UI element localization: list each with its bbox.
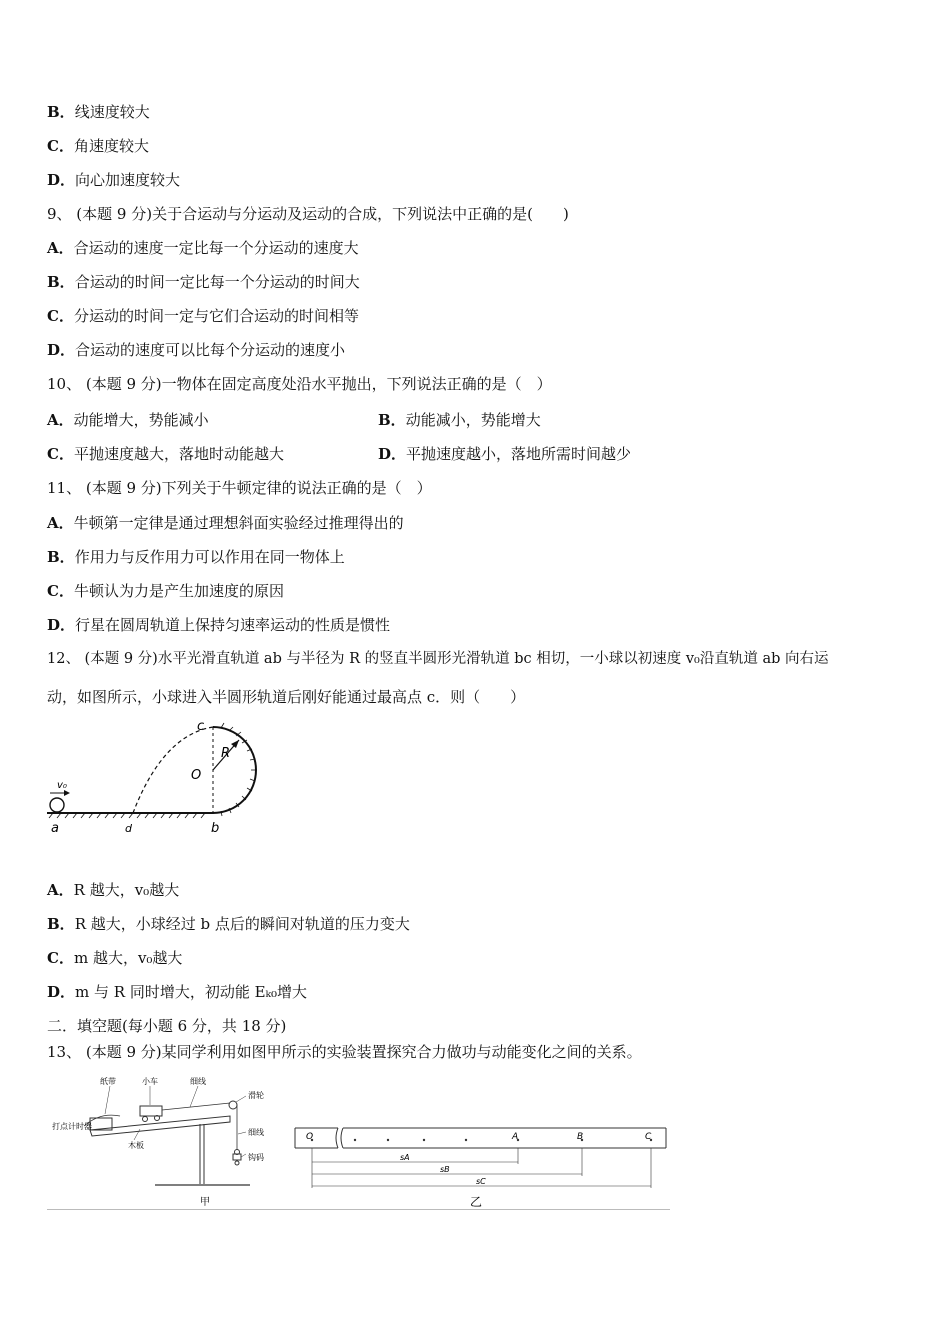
q12-stem-line1: 12、 (本题 9 分)水平光滑直轨道 ab 与半径为 R 的竖直半圆形光滑轨道 bc 相切，一小球以初速度 v₀沿直轨道 ab 向右运 xyxy=(47,651,829,667)
q10-option-b: B．动能减小，势能增大 xyxy=(378,411,541,429)
q12-label-v0: v₀ xyxy=(57,780,67,791)
jia-label-weight: 钩码 xyxy=(248,1153,264,1162)
q12-label-b: b xyxy=(211,821,220,836)
q8-option-d: D．向心加速度较大 xyxy=(47,171,181,189)
q12-option-d: D．m 与 R 同时增大，初动能 Eₖ₀增大 xyxy=(47,983,308,1001)
jia-label-tape: 纸带 xyxy=(100,1077,116,1086)
q9-option-a: A．合运动的速度一定比每一个分运动的速度大 xyxy=(47,239,359,257)
q11-option-c: C．牛顿认为力是产生加速度的原因 xyxy=(47,582,284,600)
q13-figure-yi xyxy=(290,1118,670,1210)
q12-stem-line2: 动，如图所示，小球进入半圆形轨道后刚好能通过最高点 c．则（ ） xyxy=(47,688,526,706)
jia-label-string: 细线 xyxy=(190,1077,206,1086)
q9-option-c: C．分运动的时间一定与它们合运动的时间相等 xyxy=(47,307,359,325)
jia-label-pulley: 滑轮 xyxy=(248,1091,264,1100)
q10-stem: 10、 (本题 9 分)一物体在固定高度处沿水平抛出，下列说法正确的是（ ） xyxy=(47,375,552,393)
q12-option-a: A．R 越大，v₀越大 xyxy=(47,881,180,899)
q9-stem: 9、 (本题 9 分)关于合运动与分运动及运动的合成，下列说法中正确的是( ) xyxy=(47,205,569,223)
jia-label-board: 木板 xyxy=(128,1141,144,1150)
yi-label-sa: sA xyxy=(400,1153,410,1162)
q11-option-b: B．作用力与反作用力可以作用在同一物体上 xyxy=(47,548,345,566)
yi-label-b: B xyxy=(577,1132,584,1142)
q13-stem: 13、 (本题 9 分)某同学利用如图甲所示的实验装置探究合力做功与动能变化之间的关系。 xyxy=(47,1043,642,1061)
jia-label-timer: 打点计时器 xyxy=(52,1122,92,1131)
q12-option-c: C．m 越大，v₀越大 xyxy=(47,949,183,967)
jia-label-string2: 细线 xyxy=(248,1128,264,1137)
q12-option-b: B．R 越大，小球经过 b 点后的瞬间对轨道的压力变大 xyxy=(47,915,410,933)
q12-label-r: R xyxy=(221,746,231,761)
yi-caption: 乙 xyxy=(470,1195,483,1209)
q10-option-d: D．平抛速度越小，落地所需时间越少 xyxy=(378,445,632,463)
q11-option-d: D．行星在圆周轨道上保持匀速率运动的性质是惯性 xyxy=(47,616,391,634)
jia-label-cart: 小车 xyxy=(142,1077,158,1086)
q13-figure-jia xyxy=(50,1072,290,1212)
jia-caption: 甲 xyxy=(200,1197,210,1208)
q8-option-b: B．线速度较大 xyxy=(47,103,150,121)
section-title: 二．填空题(每小题 6 分，共 18 分) xyxy=(47,1017,287,1035)
q10-option-c: C．平抛速度越大，落地时动能越大 xyxy=(47,445,284,463)
q9-option-b: B．合运动的时间一定比每一个分运动的时间大 xyxy=(47,273,360,291)
q12-label-d: d xyxy=(125,822,132,835)
q12-track-figure xyxy=(45,715,260,845)
q12-label-a: a xyxy=(51,821,59,836)
yi-label-a: A xyxy=(512,1132,519,1142)
yi-label-sb: sB xyxy=(440,1165,450,1174)
figure-bottom-rule xyxy=(47,1209,670,1210)
q12-label-c: c xyxy=(197,719,205,734)
q12-label-o: O xyxy=(191,768,202,783)
yi-label-c: C xyxy=(645,1132,652,1142)
yi-label-sc: sC xyxy=(476,1177,486,1186)
yi-label-o: O xyxy=(306,1132,314,1142)
q8-option-c: C．角速度较大 xyxy=(47,137,149,155)
q11-option-a: A．牛顿第一定律是通过理想斜面实验经过推理得出的 xyxy=(47,514,404,532)
q11-stem: 11、 (本题 9 分)下列关于牛顿定律的说法正确的是（ ） xyxy=(47,479,432,497)
q9-option-d: D．合运动的速度可以比每个分运动的速度小 xyxy=(47,341,346,359)
q10-option-a: A．动能增大，势能减小 xyxy=(47,411,209,429)
